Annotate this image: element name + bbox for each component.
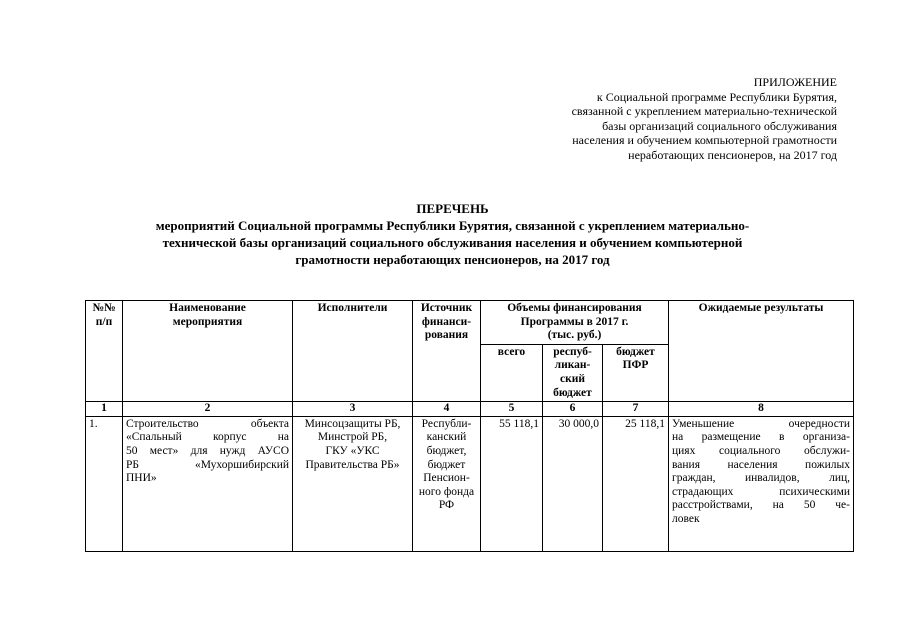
row-results: Уменьшение очередности на размещение в организа- циях социального обслужи- вания населения пожилых граждан, инвалидов, лиц, страдающих психическими расстройствами, на 50 че- ловек [669, 416, 854, 551]
appendix-line: к Социальной программе Республики Бурятия, [596, 89, 837, 104]
title-line: мероприятий Социальной программы Республики Бурятия, связанной с укреплением материально- [155, 218, 750, 233]
column-number: 7 [603, 402, 669, 417]
title-heading: ПЕРЕЧЕНЬ [416, 201, 489, 216]
column-number: 5 [481, 402, 543, 417]
row-source: Республи- канский бюджет, бюджет Пенсион- ного фонда РФ [413, 416, 481, 551]
row-republic: 30 000,0 [543, 416, 603, 551]
header-name: Наименование мероприятия [123, 301, 293, 402]
appendix-line: базы организаций социального обслуживания [602, 118, 837, 133]
header-total: всего [481, 344, 543, 401]
header-results: Ожидаемые результаты [669, 301, 854, 402]
document-title [60, 200, 845, 268]
row-name: Строительство объекта «Спальный корпус на 50 мест» для нужд АУСО РБ «Мухоршибирский ПНИ» [123, 416, 293, 551]
column-number: 1 [86, 402, 123, 417]
column-number: 4 [413, 402, 481, 417]
column-number: 8 [669, 402, 854, 417]
column-number: 3 [293, 402, 413, 417]
row-num: 1. [86, 416, 123, 551]
appendix-line: неработающих пенсионеров, на 2017 год [628, 147, 837, 162]
header-source: Источник финанси- рования [413, 301, 481, 402]
activities-table [85, 300, 854, 552]
table-header-row [86, 301, 854, 345]
appendix-line: связанной с укреплением материально-технической [571, 104, 837, 119]
row-executors: Минсоцзащиты РБ, Минстрой РБ, ГКУ «УКС Правительства РБ» [293, 416, 413, 551]
appendix-line: населения и обучением компьютерной грамотности [572, 133, 837, 148]
header-executors: Исполнители [293, 301, 413, 402]
column-number-row [86, 402, 854, 417]
header-volumes: Объемы финансирования Программы в 2017 г. (тыс. руб.) [481, 301, 669, 345]
table-row [86, 416, 854, 551]
title-line: технической базы организаций социального обслуживания населения и обучением компьютерной [162, 235, 743, 250]
row-pfr: 25 118,1 [603, 416, 669, 551]
header-pfr: бюджет ПФР [603, 344, 669, 401]
appendix-block [497, 75, 837, 163]
column-number: 6 [543, 402, 603, 417]
appendix-heading: ПРИЛОЖЕНИЕ [753, 75, 837, 89]
column-number: 2 [123, 402, 293, 417]
header-republic: респуб- ликан- ский бюджет [543, 344, 603, 401]
title-line: грамотности неработающих пенсионеров, на 2017 год [295, 252, 610, 267]
row-total: 55 118,1 [481, 416, 543, 551]
header-num: №№ п/п [86, 301, 123, 402]
